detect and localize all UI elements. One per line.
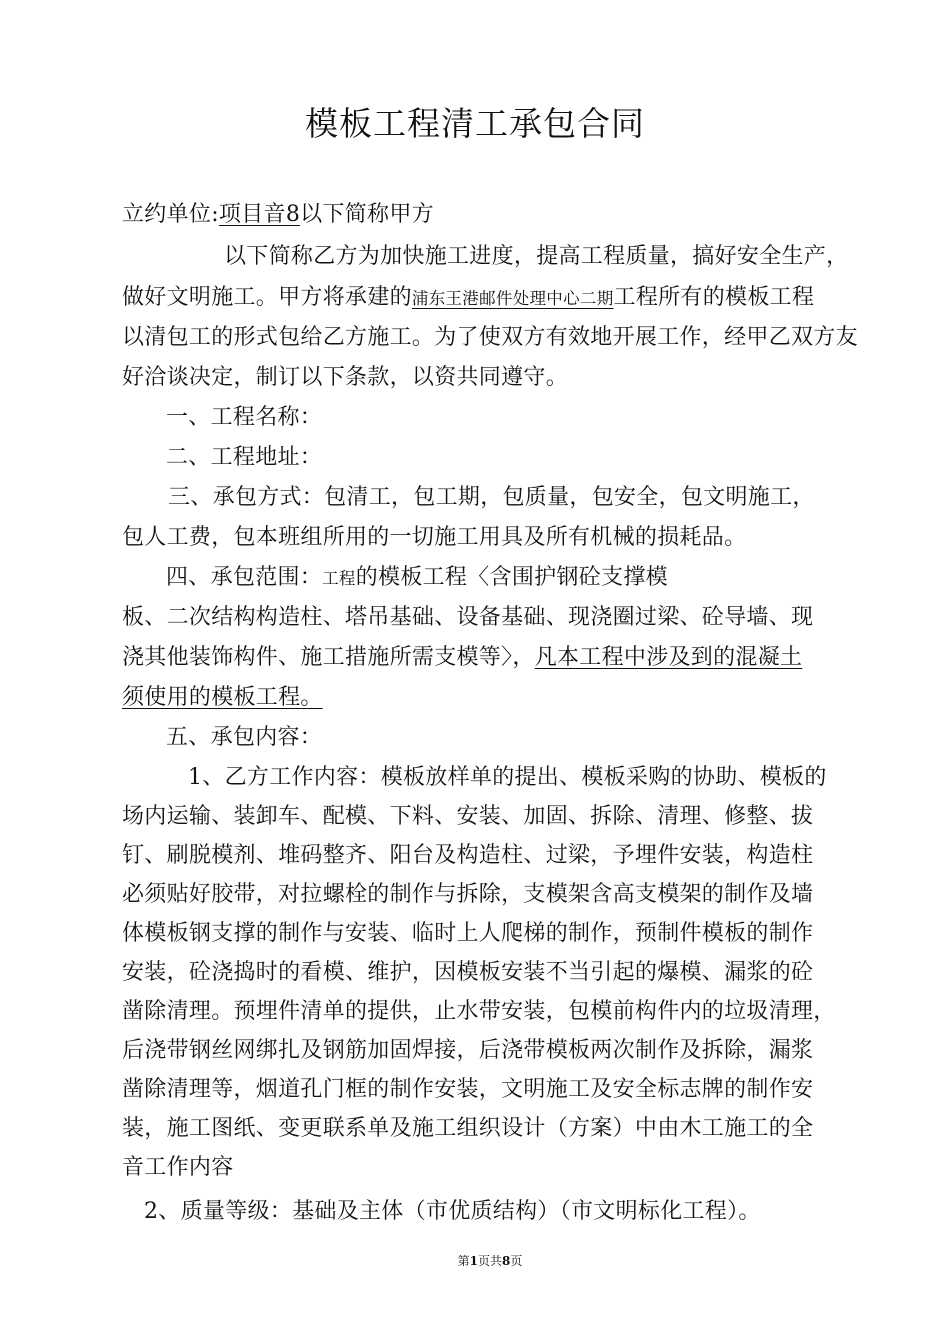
section-contract-content: 五、承包内容： xyxy=(166,725,323,750)
intro-line-4: 好洽谈决定，制订以下条款，以资共同遵守。 xyxy=(122,365,569,390)
content-line-2: 场内运输、装卸车、配模、下料、安装、加固、拆除、清理、修整、拔 xyxy=(122,804,814,829)
scope-underlined-a: 凡本工程中涉及到的混凝土 xyxy=(534,645,803,670)
intro-text-a: 做好文明施工。甲方将承建的 xyxy=(122,285,412,310)
footer-suffix: 页 xyxy=(510,1254,523,1268)
scope-underlined-b: 须使用的模板工程。 xyxy=(122,685,323,710)
content-line-11: 音工作内容 xyxy=(122,1155,234,1180)
section-project-address: 二、工程地址： xyxy=(166,445,323,470)
content-line-7: 凿除清理。预埋件清单的提供，止水带安装，包模前构件内的垃圾清理， xyxy=(122,999,836,1024)
content-line-5: 体模板钢支撑的制作与安装、临时上人爬梯的制作，预制件模板的制作 xyxy=(122,921,814,946)
footer-total-pages: 8 xyxy=(502,1254,511,1268)
project-name: 浦东王港邮件处理中心二期 xyxy=(411,289,614,308)
content-line-4: 必须贴好胶带，对拉螺栓的制作与拆除，支模架含高支模架的制作及墙 xyxy=(122,882,814,907)
page-title: 模板工程清工承包合同 xyxy=(305,104,645,143)
section-scope-line-1 xyxy=(166,562,668,595)
content-line-8: 后浇带钢丝网绑扎及钢筋加固焊接，后浇带模板两次制作及拆除，漏浆 xyxy=(122,1038,814,1063)
party-rest: 以下简称甲方 xyxy=(300,202,434,227)
intro-text-b: 工程所有的模板工程 xyxy=(613,285,815,310)
section-contract-method-2: 包人工费，包本班组所用的一切施工用具及所有机械的损耗品。 xyxy=(122,525,747,550)
intro-line-1: 以下简称乙方为加快施工进度，提高工程质量，搞好安全生产， xyxy=(224,244,849,269)
footer-page-number: 1 xyxy=(469,1254,478,1268)
section-scope-line-3 xyxy=(122,642,802,674)
contracting-party-line xyxy=(122,199,434,231)
section-scope-line-2: 板、二次结构构造柱、塔吊基础、设备基础、现浇圈过梁、砼导墙、现 xyxy=(122,605,814,630)
content-line-9: 凿除清理等，烟道孔门框的制作安装，文明施工及安全标志牌的制作安 xyxy=(122,1077,814,1102)
footer-prefix: 第 xyxy=(457,1254,470,1268)
party-label: 立约单位: xyxy=(122,202,219,227)
footer-middle: 页共 xyxy=(477,1254,502,1268)
content-line-10: 装，施工图纸、变更联系单及施工组织设计（方案）中由木工施工的全 xyxy=(122,1116,814,1141)
party-name: 项目音8 xyxy=(218,202,301,227)
intro-line-3: 以清包工的形式包给乙方施工。为了使双方有效地开展工作，经甲乙双方友 xyxy=(122,325,858,350)
content-line-1: 1、乙方工作内容：模板放样单的提出、模板采购的协助、模板的 xyxy=(188,765,827,790)
content-line-12: 2、质量等级：基础及主体（市优质结构）（市文明标化工程）。 xyxy=(144,1199,761,1224)
scope-small-text: 工程 xyxy=(322,569,356,588)
scope-text: 的模板工程〈含围护钢砼支撑模 xyxy=(355,565,668,590)
section-project-name: 一、工程名称： xyxy=(166,405,323,430)
content-line-6: 安装，砼浇捣时的看模、维护，因模板安装不当引起的爆模、漏浆的砼 xyxy=(122,960,814,985)
page-footer xyxy=(0,1253,950,1269)
section-contract-method-1: 三、承包方式：包清工，包工期，包质量，包安全，包文明施工， xyxy=(168,485,815,510)
intro-line-2 xyxy=(122,282,814,315)
content-line-3: 钉、刷脱模剂、堆码整齐、阳台及构造柱、过梁，予埋件安装，构造柱 xyxy=(122,843,814,868)
scope-text-a: 浇其他装饰构件、施工措施所需支模等〉， xyxy=(122,645,535,670)
scope-label: 四、承包范围： xyxy=(166,565,323,590)
section-scope-line-4 xyxy=(122,682,323,714)
